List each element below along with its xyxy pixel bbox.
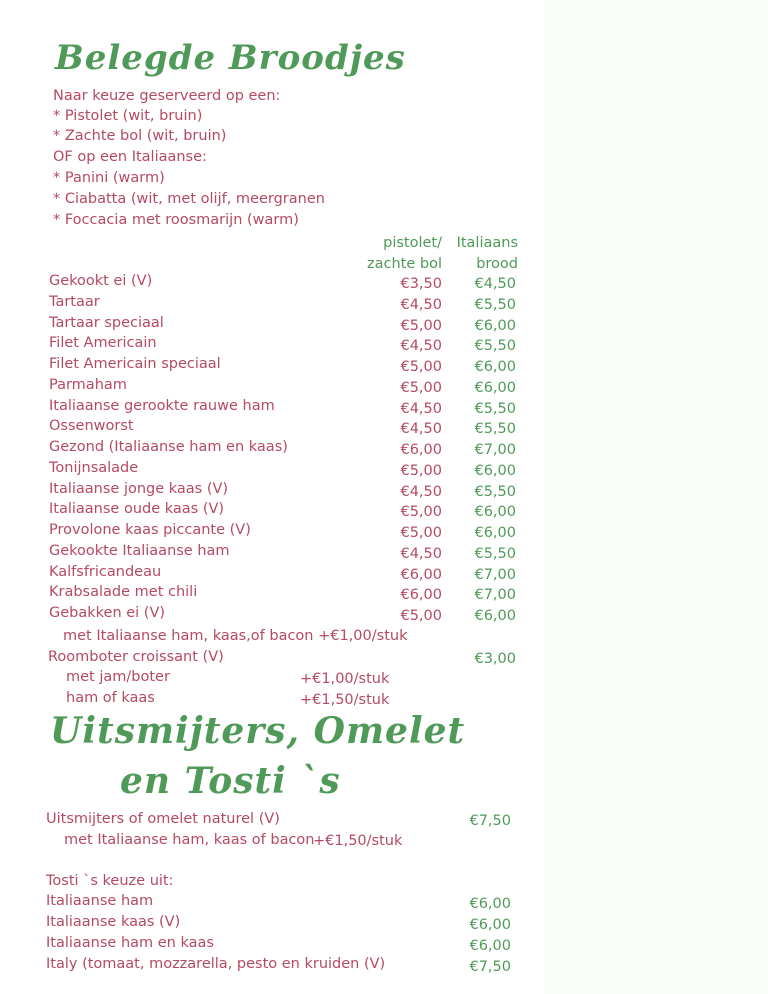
price-italiaans: €6,00: [474, 504, 516, 521]
intro-line: * Foccacia met roosmarijn (warm): [53, 212, 299, 228]
price-pistolet: €6,00: [400, 566, 442, 583]
croissant-price: €3,00: [474, 651, 516, 667]
price-pistolet: €4,50: [400, 483, 442, 500]
price-pistolet: €5,00: [400, 504, 442, 521]
price-pistolet: €5,00: [400, 525, 442, 541]
price-italiaans: €5,50: [474, 338, 516, 355]
tosti-price: €6,00: [469, 896, 511, 912]
price-pistolet: €4,50: [400, 421, 442, 438]
price-pistolet: €3,50: [400, 276, 442, 292]
price-pistolet: €6,00: [400, 442, 442, 458]
section-title-tostis: en Tosti `s: [120, 760, 341, 802]
croissant-extra-name: met jam/boter: [66, 669, 170, 685]
intro-line: OF op een Italiaanse:: [53, 149, 207, 165]
price-pistolet: €5,00: [400, 462, 442, 479]
croissant-extra-price: +€1,50/stuk: [300, 692, 390, 708]
price-italiaans: €5,50: [474, 545, 516, 562]
tosti-price: €7,50: [469, 959, 511, 975]
sandwich-name: Italiaanse oude kaas (V): [49, 501, 225, 518]
tosti-price: €6,00: [469, 938, 511, 954]
uitsmijter-name: Uitsmijters of omelet naturel (V): [46, 811, 280, 827]
column-header-pistolet: zachte bol: [367, 256, 442, 272]
sandwich-name: Gekookte Italiaanse ham: [49, 542, 230, 559]
page-edge: [544, 0, 768, 994]
price-pistolet: €4,50: [400, 545, 442, 562]
sandwich-name: Tonijnsalade: [49, 459, 139, 476]
price-pistolet: €5,00: [400, 608, 442, 624]
sandwich-name: Kalfsfricandeau: [49, 563, 162, 580]
uitsmijter-price: €7,50: [469, 813, 511, 829]
croissant-extra-name: ham of kaas: [66, 690, 155, 706]
column-header-italiaans: Italiaans: [456, 235, 518, 251]
intro-line: * Zachte bol (wit, bruin): [53, 128, 227, 144]
tosti-name: Italiaanse ham en kaas: [46, 935, 214, 951]
tosti-price: €6,00: [469, 917, 511, 933]
intro-line: * Pistolet (wit, bruin): [53, 108, 203, 124]
tosti-header: Tosti `s keuze uit:: [46, 873, 174, 889]
price-italiaans: €6,00: [474, 525, 516, 541]
price-italiaans: €6,00: [474, 317, 516, 334]
intro-line: * Panini (warm): [53, 170, 165, 186]
sandwich-name: Tartaar: [49, 293, 100, 310]
sandwich-name: Filet Americain: [49, 335, 157, 352]
price-pistolet: €5,00: [400, 317, 442, 334]
sandwich-name: Filet Americain speciaal: [49, 356, 221, 372]
sandwich-name: Gezond (Italiaanse ham en kaas): [49, 439, 288, 455]
sandwich-name: Italiaanse gerookte rauwe ham: [49, 397, 275, 414]
gebakken-extra: met Italiaanse ham, kaas,of bacon +€1,00/stuk: [63, 628, 408, 644]
price-italiaans: €6,00: [474, 359, 516, 375]
section-title-uitsmijters: Uitsmijters, Omelet: [50, 710, 466, 752]
uitsmijter-extra-price: +€1,50/stuk: [313, 833, 403, 849]
price-italiaans: €6,00: [474, 379, 516, 396]
price-italiaans: €5,50: [474, 400, 516, 417]
intro-line: Naar keuze geserveerd op een:: [53, 88, 281, 104]
price-pistolet: €4,50: [400, 400, 442, 417]
croissant-extra-price: +€1,00/stuk: [300, 671, 390, 687]
price-pistolet: €4,50: [400, 338, 442, 355]
price-italiaans: €7,00: [474, 442, 516, 458]
sandwich-name: Tartaar speciaal: [49, 314, 164, 331]
price-pistolet: €5,00: [400, 379, 442, 396]
column-header-pistolet: pistolet/: [383, 235, 442, 251]
price-italiaans: €7,00: [474, 587, 516, 604]
uitsmijter-extra-name: met Italiaanse ham, kaas of bacon: [64, 832, 315, 848]
price-italiaans: €4,50: [474, 276, 516, 292]
price-italiaans: €5,50: [474, 296, 516, 313]
tosti-name: Italiaanse ham: [46, 893, 154, 909]
price-pistolet: €4,50: [400, 296, 442, 313]
sandwich-name: Gekookt ei (V): [49, 273, 153, 289]
sandwich-name: Italiaanse jonge kaas (V): [49, 480, 229, 497]
price-pistolet: €6,00: [400, 587, 442, 604]
price-italiaans: €5,50: [474, 483, 516, 500]
price-italiaans: €6,00: [474, 462, 516, 479]
price-pistolet: €5,00: [400, 359, 442, 375]
sandwich-name: Provolone kaas piccante (V): [49, 522, 251, 538]
price-italiaans: €6,00: [474, 608, 516, 624]
column-header-italiaans: brood: [476, 256, 518, 272]
price-italiaans: €7,00: [474, 566, 516, 583]
croissant-name: Roomboter croissant (V): [48, 649, 224, 665]
price-italiaans: €5,50: [474, 421, 516, 438]
tosti-name: Italy (tomaat, mozzarella, pesto en kruiden (V): [46, 956, 386, 972]
sandwich-name: Gebakken ei (V): [49, 605, 166, 621]
intro-line: * Ciabatta (wit, met olijf, meergranen: [53, 191, 325, 207]
sandwich-name: Ossenworst: [49, 418, 134, 435]
sandwich-name: Parmaham: [49, 376, 127, 393]
section-title-belegde-broodjes: Belegde Broodjes: [55, 38, 406, 78]
sandwich-name: Krabsalade met chili: [49, 584, 198, 601]
tosti-name: Italiaanse kaas (V): [46, 914, 181, 930]
